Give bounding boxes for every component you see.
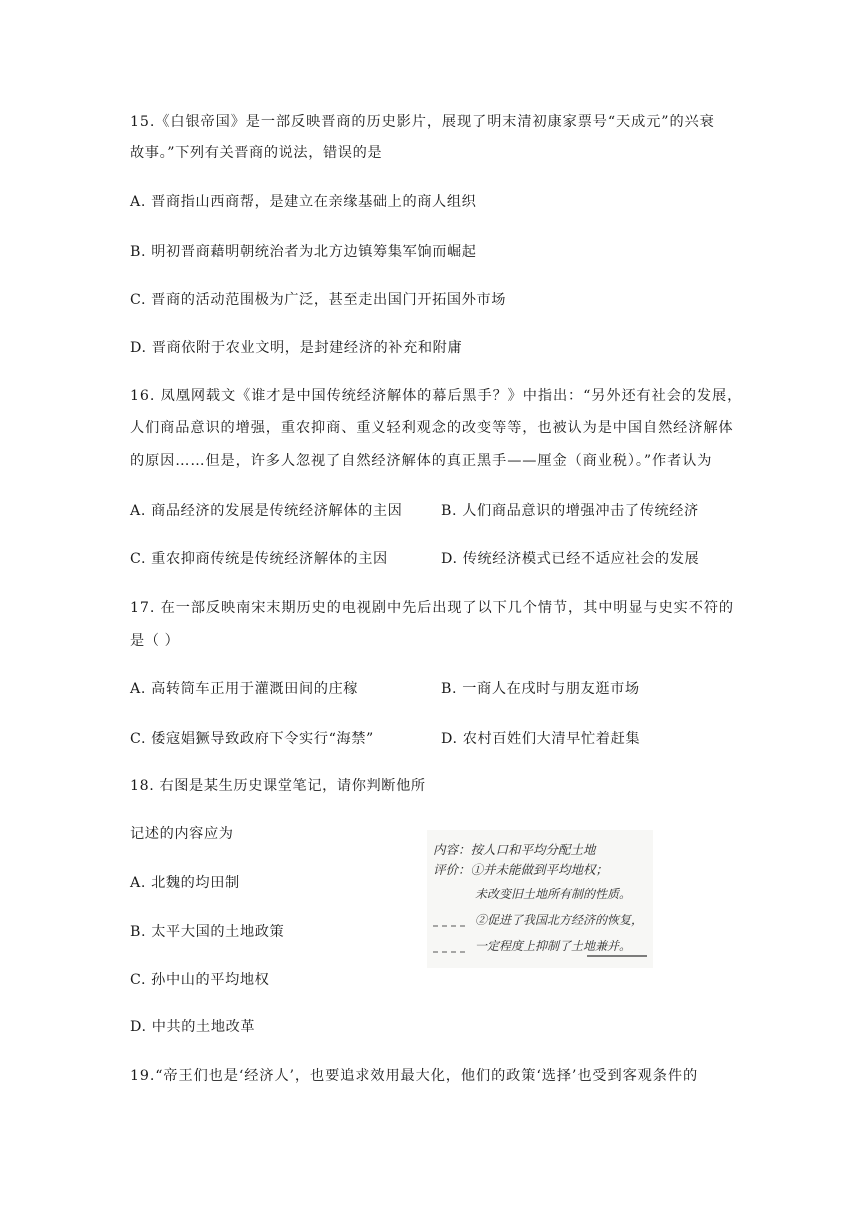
q17-option-b: B. 一商人在戌时与朋友逛市场 <box>441 681 640 697</box>
q17-stem-line2: 是（ ） <box>130 633 180 649</box>
q19-stem-line1: 19.“帝王们也是‘经济人’，也要追求效用最大化，他们的政策‘选择’也受到客观条件的 <box>130 1068 699 1084</box>
q15-option-d: D. 晋商依附于农业文明，是封建经济的补充和附庸 <box>130 340 463 356</box>
q18-option-a: A. 北魏的均田制 <box>130 875 240 891</box>
q16-stem-line2: 人们商品意识的增强，重农抑商、重义轻利观念的改变等等，也被认为是中国自然经济解体 <box>130 420 734 436</box>
q16-stem-line3: 的原因……但是，许多人忽视了自然经济解体的真正黑手——厘金（商业税）。”作者认为 <box>130 453 713 469</box>
q16-stem-line1: 16. 凤凰网载文《谁才是中国传统经济解体的幕后黑手？》中指出：“另外还有社会的发展， <box>130 388 743 404</box>
q17-option-c: C. 倭寇娼獗导致政府下令实行“海禁” <box>130 731 374 747</box>
q15-option-a: A. 晋商指山西商帮，是建立在亲缘基础上的商人组织 <box>130 194 477 210</box>
q16-option-a: A. 商品经济的发展是传统经济解体的主因 <box>130 503 403 519</box>
q15-option-b: B. 明初晋商藉明朝统治者为北方边镇筹集军饷而崛起 <box>130 244 477 260</box>
note-line1: 内容：按人口和平均分配土地 <box>433 843 596 857</box>
q17-stem-line1: 17. 在一部反映南宋末期历史的电视剧中先后出现了以下几个情节，其中明显与史实不符的 <box>130 600 735 616</box>
q18-option-b: B. 太平大国的土地政策 <box>130 924 285 940</box>
q15-option-c: C. 晋商的活动范围极为广泛，甚至走出国门开拓国外市场 <box>130 292 507 308</box>
q15-stem-line2: 故事。”下列有关晋商的说法，错误的是 <box>130 145 383 161</box>
q18-stem-line1: 18. 右图是某生历史课堂笔记，请你判断他所 <box>130 778 426 794</box>
handwritten-note-image <box>427 830 653 968</box>
q18-option-c: C. 孙中山的平均地权 <box>130 972 270 988</box>
q17-option-a: A. 高转筒车正用于灌溉田间的庄稼 <box>130 681 359 697</box>
note-line3: 未改变旧土地所有制的性质。 <box>475 887 632 901</box>
q18-option-d: D. 中共的土地改革 <box>130 1019 256 1035</box>
q16-option-d: D. 传统经济模式已经不适应社会的发展 <box>441 551 700 567</box>
q16-option-c: C. 重农抑商传统是传统经济解体的主因 <box>130 551 388 567</box>
q15-stem-line1: 15.《白银帝国》是一部反映晋商的历史影片，展现了明末清初康家票号“天成元”的兴衰 <box>130 114 715 130</box>
note-line2: 评价：①并未能做到平均地权； <box>433 863 609 877</box>
note-line5: 一定程度上抑制了土地兼并。 <box>475 939 632 953</box>
q16-option-b: B. 人们商品意识的增强冲击了传统经济 <box>441 503 699 519</box>
q17-option-d: D. 农村百姓们大清早忙着赶集 <box>441 731 641 747</box>
q18-stem-line2: 记述的内容应为 <box>130 826 234 842</box>
note-line4: ②促进了我国北方经济的恢复， <box>475 913 644 927</box>
